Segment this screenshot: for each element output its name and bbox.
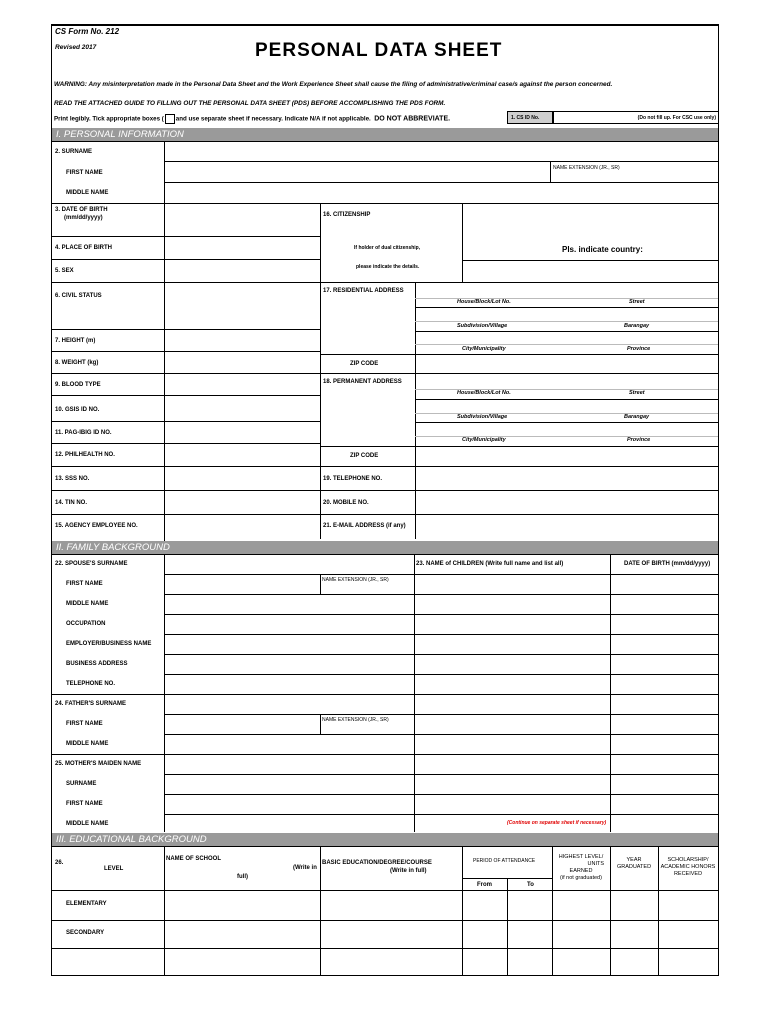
spouse-surname-field[interactable] xyxy=(165,555,414,574)
dob-field[interactable] xyxy=(165,204,320,236)
res-street-label: Street xyxy=(629,299,645,305)
level-header: LEVEL xyxy=(104,866,124,872)
pagibig-label: 11. PAG-IBIG ID NO. xyxy=(55,430,112,436)
occupation-label: OCCUPATION xyxy=(66,621,106,627)
business-address-field[interactable] xyxy=(165,655,414,674)
perm-subdivision-label: Subdivision/Village xyxy=(457,414,508,420)
email-label: 21. E-MAIL ADDRESS (if any) xyxy=(323,523,406,529)
perm-zip-field[interactable] xyxy=(416,447,718,466)
first-name-label: FIRST NAME xyxy=(66,170,103,176)
child-name-field[interactable] xyxy=(415,695,610,714)
agency-employee-label: 15. AGENCY EMPLOYEE NO. xyxy=(55,523,138,529)
warning-text: WARNING: Any misinterpretation made in the Personal Data Sheet and the Work Experience Sheet shall cause the filing of administrative/criminal case/s against the person concerned. xyxy=(54,81,613,88)
philhealth-label: 12. PHILHEALTH NO. xyxy=(55,452,115,458)
res-house-label: House/Block/Lot No. xyxy=(457,299,511,305)
father-first-name-label: FIRST NAME xyxy=(66,721,103,727)
children-dob-header: DATE OF BIRTH (mm/dd/yyyy) xyxy=(624,561,711,567)
section-personal-information: I. PERSONAL INFORMATION xyxy=(52,128,718,141)
school-header-full: full) xyxy=(237,874,248,880)
surname-label: 2. SURNAME xyxy=(55,149,93,155)
elementary-label: ELEMENTARY xyxy=(66,901,107,907)
child-dob-field[interactable] xyxy=(611,775,718,794)
sex-label: 5. SEX xyxy=(55,268,74,274)
highest-level-header: HIGHEST LEVEL/ UNITS EARNED (if not graduated) xyxy=(558,854,604,881)
surname-field[interactable] xyxy=(165,142,718,161)
blood-type-label: 9. BLOOD TYPE xyxy=(55,382,101,388)
child-name-field[interactable] xyxy=(415,795,610,814)
indicate-country-label: Pls. indicate country: xyxy=(562,245,643,254)
spouse-middle-name-field[interactable] xyxy=(165,595,414,614)
child-dob-field[interactable] xyxy=(611,715,718,734)
child-dob-field[interactable] xyxy=(611,615,718,634)
child-name-field[interactable] xyxy=(415,635,610,654)
school-header-write-in: (Write in xyxy=(293,865,317,871)
father-middle-name-label: MIDDLE NAME xyxy=(66,741,109,747)
occupation-field[interactable] xyxy=(165,615,414,634)
period-to-header: To xyxy=(527,882,534,888)
res-city-label: City/Municipality xyxy=(462,346,506,352)
pob-field[interactable] xyxy=(165,237,320,259)
mobile-field[interactable] xyxy=(416,491,718,514)
child-dob-field[interactable] xyxy=(611,735,718,754)
height-label: 7. HEIGHT (m) xyxy=(55,338,96,344)
child-dob-field[interactable] xyxy=(611,675,718,694)
perm-city-label: City/Municipality xyxy=(462,437,506,443)
first-name-field[interactable] xyxy=(165,162,550,182)
mother-middle-name-label: MIDDLE NAME xyxy=(66,821,109,827)
gsis-label: 10. GSIS ID NO. xyxy=(55,407,100,413)
personal-data-sheet-form xyxy=(51,24,719,976)
father-surname-label: 24. FATHER'S SURNAME xyxy=(55,701,126,707)
weight-label: 8. WEIGHT (kg) xyxy=(55,360,99,366)
telephone-field[interactable] xyxy=(416,467,718,490)
res-province-label: Province xyxy=(627,346,651,352)
child-name-field[interactable] xyxy=(415,575,610,594)
civil-status-label: 6. CIVIL STATUS xyxy=(55,293,102,299)
print-legibly-text: Print legibly. Tick appropriate boxes ( and use separate sheet if necessary. Indicate N/A if not applicable. DO NOT ABBREVIATE. xyxy=(54,115,451,123)
page-title: PERSONAL DATA SHEET xyxy=(255,40,503,61)
read-guide-text: READ THE ATTACHED GUIDE TO FILLING OUT THE PERSONAL DATA SHEET (PDS) BEFORE ACCOMPLISHING THE PDS FORM. xyxy=(54,100,446,107)
gsis-field[interactable] xyxy=(165,396,320,421)
height-field[interactable] xyxy=(165,330,320,351)
dob-format-label: (mm/dd/yyyy) xyxy=(64,215,103,221)
res-zip-label: ZIP CODE xyxy=(350,361,379,367)
period-header: PERIOD OF ATTENDANCE xyxy=(473,858,536,864)
mother-maiden-name-field[interactable] xyxy=(165,755,414,774)
business-telephone-label: TELEPHONE NO. xyxy=(66,681,116,687)
name-extension-label: NAME EXTENSION (JR., SR) xyxy=(322,577,389,583)
section-family-background: II. FAMILY BACKGROUND xyxy=(52,541,718,554)
school-header: NAME OF SCHOOL xyxy=(166,856,221,862)
child-name-field[interactable] xyxy=(415,675,610,694)
period-from-header: From xyxy=(477,882,492,888)
sex-field[interactable] xyxy=(165,260,320,282)
csid-label: 1. CS ID No. xyxy=(511,115,540,121)
civil-status-field[interactable] xyxy=(165,283,320,329)
perm-house-field[interactable] xyxy=(416,374,718,389)
sss-label: 13. SSS NO. xyxy=(55,476,90,482)
dual-citizenship-details-note: please indicate the details. xyxy=(356,264,420,270)
children-header: 23. NAME of CHILDREN (Write full name and list all) xyxy=(416,561,564,567)
res-barangay-label: Barangay xyxy=(624,323,650,329)
name-extension-label: NAME EXTENSION (JR., SR) xyxy=(553,165,620,171)
child-dob-field[interactable] xyxy=(611,655,718,674)
child-name-field[interactable] xyxy=(415,595,610,614)
perm-house-label: House/Block/Lot No. xyxy=(457,390,511,396)
perm-city-field[interactable] xyxy=(416,423,718,436)
child-dob-field[interactable] xyxy=(611,575,718,594)
education-number: 26. xyxy=(55,860,64,866)
residential-address-label: 17. RESIDENTIAL ADDRESS xyxy=(323,288,404,294)
weight-field[interactable] xyxy=(165,352,320,373)
dual-citizenship-note: If holder of dual citizenship, xyxy=(354,245,421,251)
employer-field[interactable] xyxy=(165,635,414,654)
section-educational-background: III. EDUCATIONAL BACKGROUND xyxy=(52,833,718,846)
res-subdivision-field[interactable] xyxy=(416,308,718,321)
elementary-row-fields[interactable] xyxy=(165,891,718,920)
tin-field[interactable] xyxy=(165,491,320,514)
agency-employee-field[interactable] xyxy=(165,515,320,539)
course-header-write-in: (Write in full) xyxy=(390,868,427,874)
pagibig-field[interactable] xyxy=(165,422,320,443)
mother-first-name-label: FIRST NAME xyxy=(66,801,103,807)
child-name-field[interactable] xyxy=(415,735,610,754)
dob-label: 3. DATE OF BIRTH xyxy=(55,207,108,213)
employer-label: EMPLOYER/BUSINESS NAME xyxy=(66,641,152,647)
mother-middle-name-field[interactable] xyxy=(165,815,414,834)
blood-type-field[interactable] xyxy=(165,374,320,395)
middle-name-field[interactable] xyxy=(165,183,718,202)
continue-note: (Continue on separate sheet if necessary) xyxy=(507,820,607,826)
year-graduated-header: YEAR GRADUATED xyxy=(616,857,652,870)
perm-province-label: Province xyxy=(627,437,651,443)
child-name-field[interactable] xyxy=(415,655,610,674)
child-dob-field[interactable] xyxy=(611,695,718,714)
mother-surname-field[interactable] xyxy=(165,775,414,794)
permanent-address-label: 18. PERMANENT ADDRESS xyxy=(323,379,402,385)
res-zip-field[interactable] xyxy=(416,355,718,373)
mother-surname-label: SURNAME xyxy=(66,781,97,787)
spouse-first-name-label: FIRST NAME xyxy=(66,581,103,587)
citizenship-label: 16. CITIZENSHIP xyxy=(323,212,371,218)
res-city-field[interactable] xyxy=(416,332,718,344)
child-name-field[interactable] xyxy=(415,615,610,634)
csid-label-cell xyxy=(507,111,553,124)
res-house-field[interactable] xyxy=(416,283,718,298)
form-number: CS Form No. 212 xyxy=(55,27,120,36)
perm-street-label: Street xyxy=(629,390,645,396)
middle-name-label: MIDDLE NAME xyxy=(66,190,109,196)
tick-checkbox[interactable] xyxy=(165,114,175,124)
telephone-label: 19. TELEPHONE NO. xyxy=(323,476,383,482)
secondary-row-fields[interactable] xyxy=(165,921,718,948)
business-telephone-field[interactable] xyxy=(165,675,414,694)
sss-field[interactable] xyxy=(165,467,320,490)
tin-label: 14. TIN NO. xyxy=(55,500,88,506)
business-address-label: BUSINESS ADDRESS xyxy=(66,661,128,667)
mobile-label: 20. MOBILE NO. xyxy=(323,500,369,506)
revised-date: Revised 2017 xyxy=(55,44,97,51)
child-dob-field[interactable] xyxy=(611,595,718,614)
perm-subdivision-field[interactable] xyxy=(416,400,718,413)
pob-label: 4. PLACE OF BIRTH xyxy=(55,245,113,251)
mother-first-name-field[interactable] xyxy=(165,795,414,814)
philhealth-field[interactable] xyxy=(165,444,320,466)
spouse-surname-label: 22. SPOUSE'S SURNAME xyxy=(55,561,128,567)
education-empty-row[interactable] xyxy=(53,949,718,976)
perm-barangay-label: Barangay xyxy=(624,414,650,420)
secondary-label: SECONDARY xyxy=(66,930,105,936)
child-name-field[interactable] xyxy=(415,775,610,794)
child-dob-field[interactable] xyxy=(611,795,718,814)
spouse-middle-name-label: MIDDLE NAME xyxy=(66,601,109,607)
scholarship-header: SCHOLARSHIP/ ACADEMIC HONORS RECEIVED xyxy=(660,857,716,877)
father-middle-name-field[interactable] xyxy=(165,735,414,754)
child-dob-field[interactable] xyxy=(611,635,718,654)
child-name-field[interactable] xyxy=(415,755,610,774)
child-dob-field[interactable] xyxy=(611,755,718,774)
mother-maiden-name-label: 25. MOTHER'S MAIDEN NAME xyxy=(55,761,142,767)
csid-field[interactable] xyxy=(553,111,718,124)
res-subdivision-label: Subdivision/Village xyxy=(457,323,508,329)
email-field[interactable] xyxy=(416,515,718,539)
child-name-field[interactable] xyxy=(415,715,610,734)
father-surname-field[interactable] xyxy=(165,695,414,714)
name-extension-label: NAME EXTENSION (JR., SR) xyxy=(322,717,389,723)
csid-note: (Do not fill up. For CSC use only) xyxy=(637,115,716,121)
course-header: BASIC EDUCATION/DEGREE/COURSE xyxy=(322,860,432,866)
perm-zip-label: ZIP CODE xyxy=(350,453,379,459)
